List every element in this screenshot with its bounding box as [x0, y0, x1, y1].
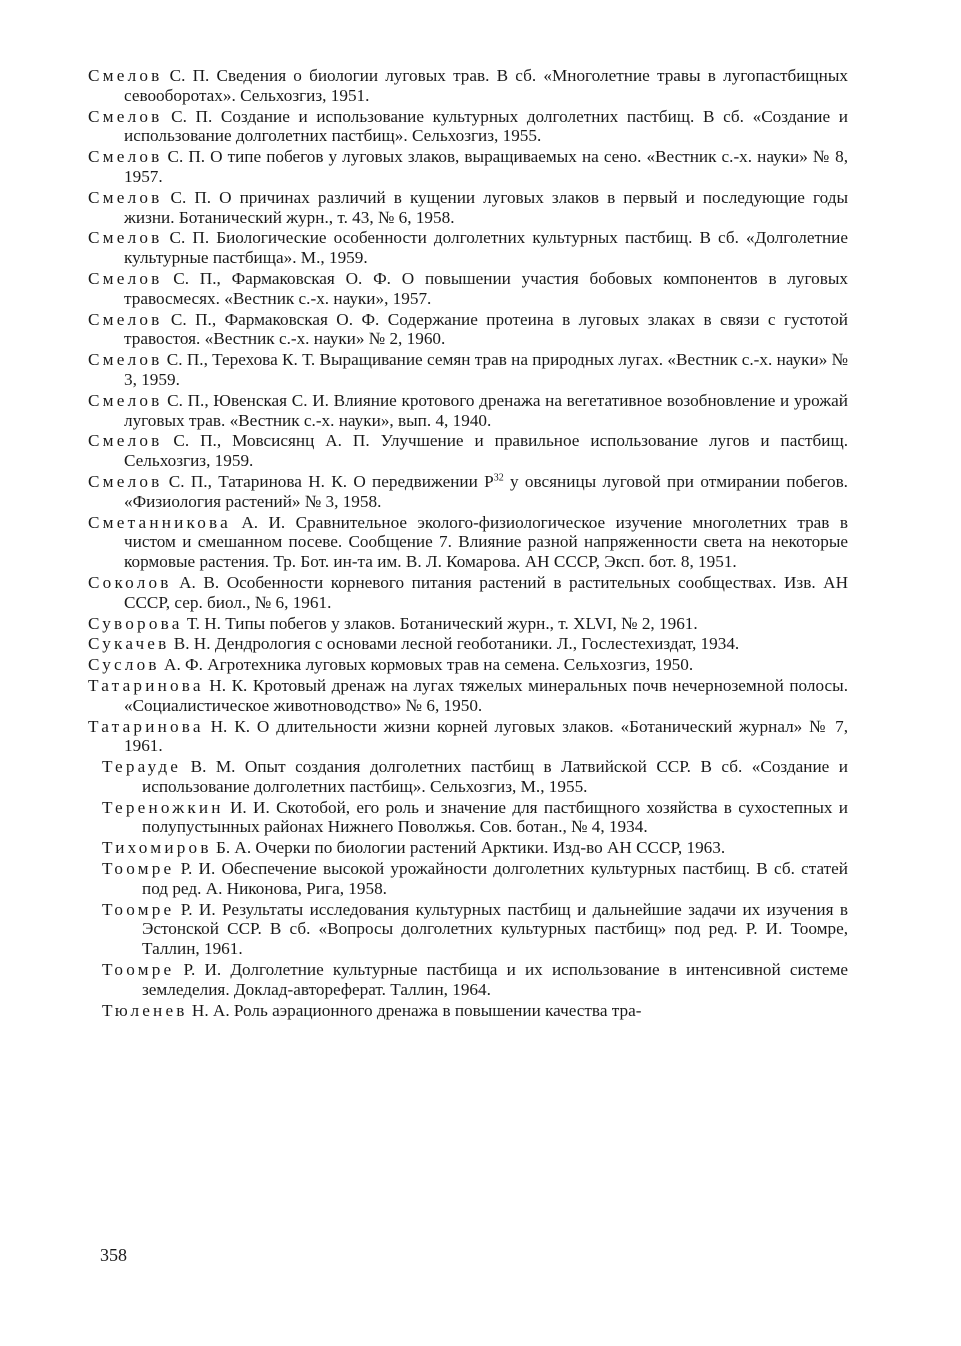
bibliography-entry: [96, 1001, 848, 1021]
bibliography-entry: [88, 66, 848, 106]
entry-author: Татаринова: [88, 675, 204, 695]
entry-text: С. П. Биологические особенности долголетних культурных пастбищ. В сб. «Долголетние культурные пастбища». М., 1959.: [124, 228, 848, 268]
entry-author: Смелов: [88, 471, 163, 491]
entry-author: Сукачев: [88, 634, 170, 654]
entry-author: Тераудe: [102, 757, 182, 777]
bibliography-entry: [88, 147, 848, 187]
entry-text: С. П., Мовсисянц А. П. Улучшение и правильное использование лугов и пастбищ. Сельхозгиз, 1959.: [124, 431, 848, 471]
entry-author: Суворова: [88, 613, 183, 633]
entry-text: С. П. О типе побегов у луговых злаков, выращиваемых на сено. «Вестник с.-х. науки» № 8, 1957.: [124, 147, 848, 186]
bibliography-entry: [88, 350, 848, 390]
bibliography-list: [88, 66, 848, 1021]
bibliography-entry: [88, 228, 848, 268]
entry-text: Р. И. Долголетние культурные пастбища и их использование в интенсивной системе земледелия. Доклад-автореферат. Таллин, 1964.: [142, 960, 848, 999]
entry-text: С. П., Фармаковская О. Ф. Содержание протеина в луговых злаках в связи с густотой травостоя. «Вестник с.-х. науки» № 2, 1960.: [124, 309, 848, 349]
bibliography-entry: [88, 717, 848, 757]
entry-text: Н. К. Кротовый дренаж на лугах тяжелых минеральных почв нечерноземной полосы. «Социалистическое животноводство» № 6, 1950.: [124, 675, 848, 715]
entry-text: Р. И. Результаты исследования культурных пастбищ и дальнейшие задачи их изучения в Эстонской ССР. В сб. «Вопросы долголетних культурных пастбищ» под ред. Р. И. Тоомре, Таллин, 1961.: [142, 899, 848, 959]
entry-text: В. Н. Дендрология с основами лесной геоботаники. Л., Гослестехиздат, 1934.: [169, 634, 740, 654]
entry-author: Смелов: [88, 309, 163, 329]
entry-text: С. П., Ювенская С. И. Влияние кротового дренажа на вегетативное возобновление и урожай луговых трав. «Вестник с.-х. науки», вып. 4, 1940.: [124, 390, 848, 430]
bibliography-entry: [88, 472, 848, 512]
entry-author: Смелов: [88, 390, 163, 410]
entry-author: Татаринова: [88, 716, 204, 736]
entry-text: Б. А. Очерки по биологии растений Арктики. Изд-во АН СССР, 1963.: [211, 838, 726, 858]
entry-author: Тихомиров: [102, 838, 212, 858]
bibliography-entry: [96, 798, 848, 838]
bibliography-entry: [88, 655, 848, 675]
bibliography-entry: [88, 188, 848, 228]
bibliography-entry: [88, 107, 848, 147]
entry-author: Смелов: [88, 147, 163, 167]
entry-author: Тоомре: [102, 899, 175, 919]
entry-text: С. П. О причинах различий в кущении луговых злаков в первый и последующие годы жизни. Ботанический журн., т. 43, № 6, 1958.: [124, 187, 848, 227]
entry-author: Смелов: [88, 66, 163, 85]
entry-author: Смелов: [88, 268, 163, 288]
bibliography-entry: [96, 960, 848, 1000]
bibliography-entry: [96, 838, 848, 858]
bibliography-entry: [88, 573, 848, 613]
bibliography-entry: [96, 859, 848, 899]
entry-text: Н. К. О длительности жизни корней луговых злаков. «Ботанический журнал» № 7, 1961.: [124, 716, 848, 756]
entry-author: Тереножкин: [102, 797, 224, 817]
entry-author: Сметанникова: [88, 512, 231, 532]
entry-text: А. Ф. Агротехника луговых кормовых трав на семена. Сельхозгиз, 1950.: [159, 655, 694, 675]
entry-text: И. И. Скотобой, его роль и значение для пастбищного хозяйства в сухостепных и полупустынных районах Нижнего Поволжья. Сов. ботан., № 4, 1934.: [142, 797, 848, 837]
entry-text: Т. Н. Типы побегов у злаков. Ботанический журн., т. XLVI, № 2, 1961.: [182, 613, 698, 633]
entry-author: Смелов: [88, 350, 163, 370]
entry-author: Смелов: [88, 187, 163, 207]
bibliography-entry: [88, 310, 848, 350]
entry-text: Н. А. Роль аэрационного дренажа в повышении качества тра-: [187, 1000, 642, 1020]
bibliography-entry: [88, 513, 848, 572]
entry-text: В. М. Опыт создания долголетних пастбищ в Латвийской ССР. В сб. «Создание и использование долголетних пастбищ». Сельхозгиз, М., 1955.: [142, 757, 848, 796]
bibliography-entry: [96, 900, 848, 959]
entry-text: С. П., Фармаковская О. Ф. О повышении участия бобовых компонентов в луговых травосмесях. «Вестник с.-х. науки», 1957.: [124, 268, 848, 308]
entry-author: Суслов: [88, 655, 160, 675]
entry-text: С. П. Создание и использование культурных долголетних пастбищ. В сб. «Создание и использование долголетних пастбищ». Сельхозгиз, 1955.: [124, 106, 848, 146]
bibliography-entry: [88, 391, 848, 431]
entry-author: Тюленев: [102, 1000, 188, 1020]
entry-text: Р. И. Обеспечение высокой урожайности долголетних культурных пастбищ. В сб. статей под ред. А. Никонова, Рига, 1958.: [142, 859, 848, 898]
bibliography-entry: [88, 676, 848, 716]
entry-author: Соколов: [88, 572, 172, 592]
page-number: 358: [100, 1245, 127, 1265]
entry-text: у овсяницы луговой при отмирании побегов. «Физиология растений» № 3, 1958.: [124, 471, 848, 511]
entry-author: Смелов: [88, 228, 163, 248]
entry-superscript: 32: [493, 472, 504, 484]
entry-text: А. В. Особенности корневого питания растений в растительных сообществах. Изв. АН СССР, сер. биол., № 6, 1961.: [124, 572, 848, 612]
bibliography-entry: [88, 634, 848, 654]
entry-author: Тоомре: [102, 859, 175, 879]
entry-author: Тоомре: [102, 960, 175, 980]
entry-text: С. П. Сведения о биологии луговых трав. В сб. «Многолетние травы в лугопастбищных севооборотах». Сельхозгиз, 1951.: [124, 66, 848, 105]
bibliography-entry: [88, 269, 848, 309]
entry-author: Смелов: [88, 106, 163, 126]
entry-text: А. И. Сравнительное эколого-физиологическое изучение многолетних трав в чистом и смешанном посеве. Сообщение 7. Влияние разной напряженности света на некоторые кормовые растения. Тр. Бот. ин-та им. В. Л. Комарова. АН СССР, Эксп. бот. 8, 1951.: [124, 512, 848, 572]
entry-author: Смелов: [88, 431, 163, 451]
entry-text: С. П., Татаринова Н. К. О передвижении P: [162, 471, 494, 491]
bibliography-entry: [96, 757, 848, 797]
bibliography-entry: [88, 431, 848, 471]
entry-text: С. П., Терехова К. Т. Выращивание семян трав на природных лугах. «Вестник с.-х. науки» № 3, 1959.: [124, 350, 848, 389]
bibliography-entry: [88, 614, 848, 634]
